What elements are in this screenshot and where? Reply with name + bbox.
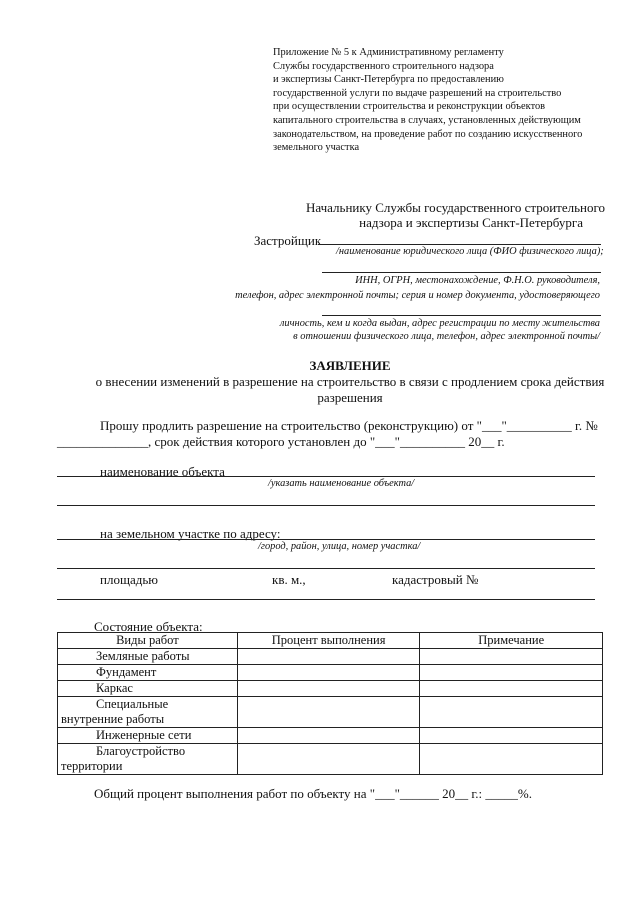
appendix-header bbox=[273, 46, 613, 155]
work-type-cell: Фундамент bbox=[58, 665, 238, 681]
statement-subtitle bbox=[60, 374, 640, 406]
statement-subtitle-line-1: о внесении изменений в разрешение на строительство в связи с продлением срока действия bbox=[95, 374, 605, 389]
object-state-heading: Состояние объекта: bbox=[94, 619, 203, 634]
developer-caption-2: ИНН, ОГРН, местонахождение, Ф.Н.О. руководителя, bbox=[355, 275, 600, 286]
note-cell[interactable] bbox=[420, 665, 603, 681]
percent-cell[interactable] bbox=[237, 744, 420, 775]
work-type-line-1: Благоустройство bbox=[96, 744, 186, 758]
object-name-label: наименование объекта bbox=[100, 464, 225, 479]
percent-cell[interactable] bbox=[237, 681, 420, 697]
developer-caption-1: /наименование юридического лица (ФИО физического лица); bbox=[336, 246, 604, 257]
table-row bbox=[58, 681, 603, 697]
column-header: Примечание bbox=[420, 633, 603, 649]
area-label: площадью bbox=[100, 572, 158, 587]
address-field-2[interactable] bbox=[57, 568, 595, 569]
appendix-line: законодательством, на проведение работ по созданию искусственного bbox=[273, 128, 583, 140]
developer-details-field-2[interactable] bbox=[322, 315, 601, 316]
percent-cell[interactable] bbox=[237, 649, 420, 665]
address-caption: /город, район, улица, номер участка/ bbox=[258, 541, 421, 552]
note-cell[interactable] bbox=[420, 681, 603, 697]
statement-subtitle-line-2: разрешения bbox=[317, 390, 383, 405]
developer-name-field[interactable] bbox=[318, 244, 601, 245]
percent-cell[interactable] bbox=[237, 697, 420, 728]
percent-cell[interactable] bbox=[237, 665, 420, 681]
addressee-line-2: надзора и экспертизы Санкт-Петербурга bbox=[359, 215, 583, 230]
developer-caption-5: в отношении физического лица, телефон, адрес электронной почты/ bbox=[293, 331, 600, 342]
address-field[interactable] bbox=[57, 539, 595, 540]
note-cell[interactable] bbox=[420, 728, 603, 744]
appendix-line: капитального строительства в случаях, установленных действующим bbox=[273, 114, 581, 126]
note-cell[interactable] bbox=[420, 697, 603, 728]
appendix-line: Приложение № 5 к Административному регламенту bbox=[273, 47, 504, 58]
table-header-row bbox=[58, 633, 603, 649]
works-status-table bbox=[57, 632, 603, 775]
object-name-field-2[interactable] bbox=[57, 505, 595, 506]
work-type-cell: Инженерные сети bbox=[58, 728, 238, 744]
appendix-line: Службы государственного строительного надзора bbox=[273, 60, 494, 72]
work-type-cell bbox=[58, 744, 238, 775]
table-row bbox=[58, 744, 603, 775]
request-paragraph-line-2: ______________, срок действия которого установлен до "___"__________ 20__ г. bbox=[57, 434, 505, 449]
address-label: на земельном участке по адресу: bbox=[100, 526, 281, 541]
work-type-cell bbox=[58, 697, 238, 728]
table-row bbox=[58, 665, 603, 681]
appendix-line: государственной услуги по выдаче разрешений на строительство bbox=[273, 87, 562, 99]
area-cadastral-field[interactable] bbox=[57, 599, 595, 600]
statement-title: ЗАЯВЛЕНИЕ bbox=[309, 358, 391, 373]
request-paragraph-line-1: Прошу продлить разрешение на строительство (реконструкцию) от "___"__________ г. № bbox=[100, 418, 598, 433]
work-type-line-2: внутренние работы bbox=[61, 712, 165, 726]
table-row bbox=[58, 649, 603, 665]
work-type-cell: Каркас bbox=[58, 681, 238, 697]
developer-caption-3: телефон, адрес электронной почты; серия и номер документа, удостоверяющего bbox=[235, 290, 600, 301]
work-type-line-2: территории bbox=[61, 759, 123, 773]
work-type-cell: Земляные работы bbox=[58, 649, 238, 665]
object-name-caption: /указать наименование объекта/ bbox=[268, 478, 415, 489]
note-cell[interactable] bbox=[420, 744, 603, 775]
area-unit: кв. м., bbox=[272, 572, 306, 587]
addressee-line-1: Начальнику Службы государственного строительного bbox=[305, 200, 605, 215]
percent-cell[interactable] bbox=[237, 728, 420, 744]
developer-label: Застройщик bbox=[254, 233, 322, 248]
addressee bbox=[250, 200, 605, 230]
appendix-line: и экспертизы Санкт-Петербурга по предоставлению bbox=[273, 74, 504, 86]
table-row bbox=[58, 728, 603, 744]
developer-caption-4: личность, кем и когда выдан, адрес регистрации по месту жительства bbox=[279, 318, 600, 329]
column-header: Процент выполнения bbox=[237, 633, 420, 649]
appendix-line: земельного участка bbox=[273, 142, 360, 154]
work-type-line-1: Специальные bbox=[96, 697, 169, 711]
cadastral-label: кадастровый № bbox=[392, 572, 479, 587]
developer-details-field-1[interactable] bbox=[322, 272, 601, 273]
object-name-field[interactable] bbox=[57, 476, 595, 477]
appendix-line: при осуществлении строительства и реконструкции объектов bbox=[273, 101, 546, 113]
column-header: Виды работ bbox=[58, 633, 238, 649]
table-row bbox=[58, 697, 603, 728]
note-cell[interactable] bbox=[420, 649, 603, 665]
total-percent-line: Общий процент выполнения работ по объекту на "___"______ 20__ г.: _____%. bbox=[94, 786, 532, 801]
